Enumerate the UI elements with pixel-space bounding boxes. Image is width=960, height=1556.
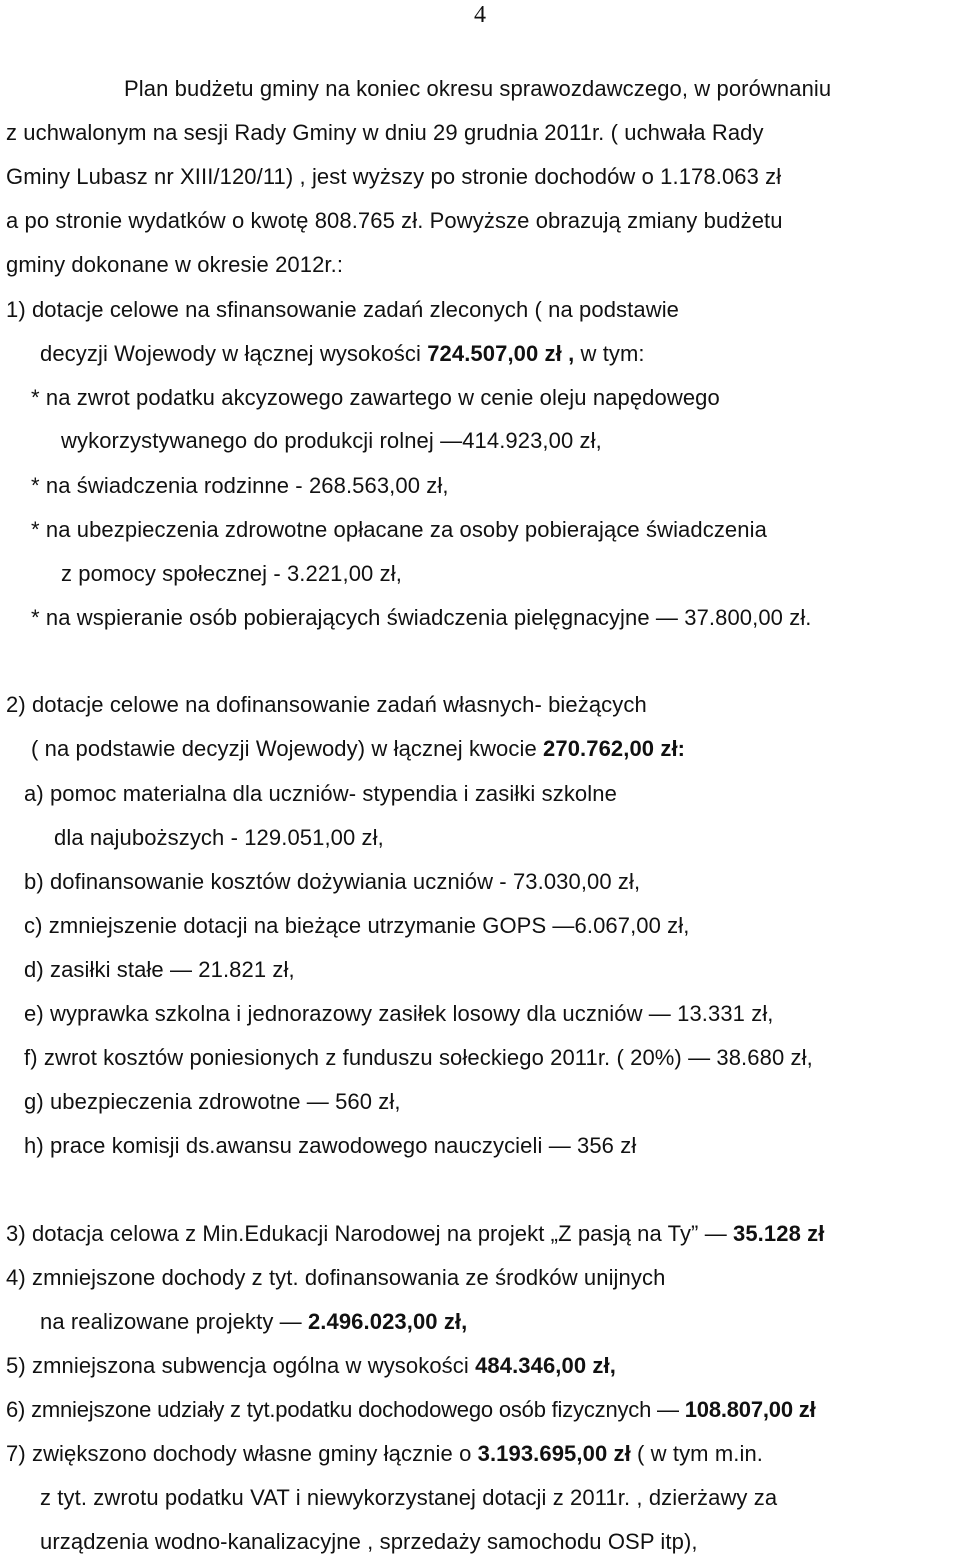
item4-amount-bold: 2.496.023,00 zł, — [307, 1309, 468, 1334]
item1-bullet-1-cont: wykorzystywanego do produkcji rolnej —414.923,00 zł, — [61, 428, 602, 453]
item1-amount-text: decyzji Wojewody w łącznej wysokości — [40, 341, 428, 366]
item2-amount-text: ( na podstawie decyzji Wojewody) w łącznej kwocie — [31, 736, 544, 761]
item4-heading: 4) zmniejszone dochody z tyt. dofinansowania ze środków unijnych — [6, 1265, 666, 1290]
item6-amount-bold: 108.807,00 zł — [684, 1397, 816, 1422]
item7-line-3: urządzenia wodno-kanalizacyjne , sprzedaży samochodu OSP itp), — [40, 1529, 698, 1554]
item6-line — [6, 1397, 815, 1423]
item4-amount-line — [40, 1309, 467, 1335]
item1-bullet-4: * na wspieranie osób pobierających świadczenia pielęgnacyjne — 37.800,00 zł. — [31, 605, 812, 630]
item6-text: 6) zmniejszone udziały z tyt.podatku dochodowego osób fizycznych — — [6, 1397, 685, 1422]
item3-line — [6, 1221, 824, 1247]
item1-heading: 1) dotacje celowe na sfinansowanie zadań zleconych ( na podstawie — [6, 297, 680, 322]
item7-text-suffix: ( w tym m.in. — [630, 1441, 763, 1466]
item2-sub-f: f) zwrot kosztów poniesionych z funduszu sołeckiego 2011r. ( 20%) — 38.680 zł, — [24, 1045, 813, 1070]
item1-bullet-1: * na zwrot podatku akcyzowego zawartego w cenie oleju napędowego — [31, 385, 720, 410]
item1-amount-suffix: w tym: — [574, 341, 645, 366]
item5-text: 5) zmniejszona subwencja ogólna w wysokości — [6, 1353, 476, 1378]
item7-text: 7) zwiększono dochody własne gminy łącznie o — [6, 1441, 478, 1466]
intro-line-5: gminy dokonane w okresie 2012r.: — [6, 252, 344, 277]
item7-heading — [6, 1441, 763, 1467]
item5-line — [6, 1353, 616, 1379]
intro-line-4: a po stronie wydatków o kwotę 808.765 zł. Powyższe obrazują zmiany budżetu — [6, 208, 783, 233]
item3-text: 3) dotacja celowa z Min.Edukacji Narodowej na projekt „Z pasją na Ty” — — [6, 1221, 734, 1246]
item5-amount-bold: 484.346,00 zł, — [475, 1353, 616, 1378]
item7-amount-bold: 3.193.695,00 zł — [477, 1441, 631, 1466]
item2-sub-h: h) prace komisji ds.awansu zawodowego nauczycieli — 356 zł — [24, 1133, 637, 1158]
item2-sub-e: e) wyprawka szkolna i jednorazowy zasiłek losowy dla uczniów — 13.331 zł, — [24, 1001, 774, 1026]
item2-heading: 2) dotacje celowe na dofinansowanie zadań własnych- bieżących — [6, 692, 647, 717]
item2-sub-c: c) zmniejszenie dotacji na bieżące utrzymanie GOPS —6.067,00 zł, — [24, 913, 690, 938]
item1-amount-line — [40, 341, 645, 367]
item1-bullet-3-cont: z pomocy społecznej - 3.221,00 zł, — [61, 561, 402, 586]
item1-amount-bold: 724.507,00 zł , — [427, 341, 575, 366]
intro-line-2: z uchwalonym na sesji Rady Gminy w dniu 29 grudnia 2011r. ( uchwała Rady — [6, 120, 764, 145]
item2-sub-a: a) pomoc materialna dla uczniów- stypendia i zasiłki szkolne — [24, 781, 617, 806]
item2-sub-a-cont: dla najuboższych - 129.051,00 zł, — [54, 825, 384, 850]
page-number: 4 — [474, 2, 486, 28]
item3-amount-bold: 35.128 zł — [733, 1221, 825, 1246]
item2-sub-d: d) zasiłki stałe — 21.821 zł, — [24, 957, 295, 982]
item2-amount-bold: 270.762,00 zł: — [543, 736, 686, 761]
item2-sub-g: g) ubezpieczenia zdrowotne — 560 zł, — [24, 1089, 401, 1114]
item7-line-2: z tyt. zwrotu podatku VAT i niewykorzystanej dotacji z 2011r. , dzierżawy za — [40, 1485, 778, 1510]
item1-bullet-3: * na ubezpieczenia zdrowotne opłacane za osoby pobierające świadczenia — [31, 517, 767, 542]
item2-amount-line — [31, 736, 685, 762]
intro-line-1: Plan budżetu gminy na koniec okresu sprawozdawczego, w porównaniu — [124, 76, 832, 101]
item1-bullet-2: * na świadczenia rodzinne - 268.563,00 zł, — [31, 473, 449, 498]
item2-sub-b: b) dofinansowanie kosztów dożywiania uczniów - 73.030,00 zł, — [24, 869, 641, 894]
item4-amount-text: na realizowane projekty — — [40, 1309, 308, 1334]
intro-line-3: Gminy Lubasz nr XIII/120/11) , jest wyższy po stronie dochodów o 1.178.063 zł — [6, 164, 782, 189]
